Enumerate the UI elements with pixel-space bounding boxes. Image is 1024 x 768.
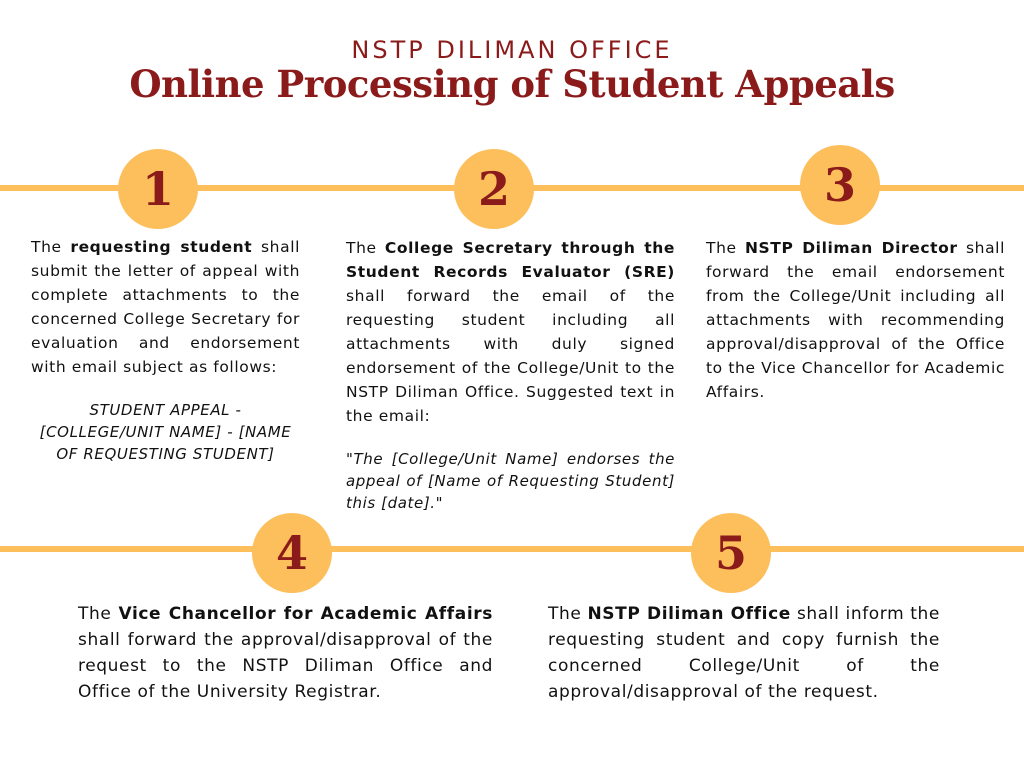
- office-subtitle: NSTP DILIMAN OFFICE: [351, 36, 673, 64]
- step-2-body: shall forward the email of the requesting student including all attachments with duly signed endorsement of the College/Unit to the NSTP Diliman Office. Suggested text in the email:: [346, 287, 675, 425]
- step-5-actor: NSTP Diliman Office: [587, 604, 791, 624]
- step-2-suggested-text: "The [College/Unit Name] endorses the appeal of [Name of Requesting Student] this [date].": [346, 450, 675, 512]
- step-2-actor: College Secretary through the Student Records Evaluator (SRE): [346, 239, 675, 281]
- timeline-line-bottom: [0, 546, 1024, 552]
- step-1-email-subject: STUDENT APPEAL - [COLLEGE/UNIT NAME] - [NAME OF REQUESTING STUDENT]: [39, 401, 292, 463]
- step-1-pre: The: [31, 238, 71, 256]
- step-2-number-badge: 2: [454, 149, 534, 229]
- step-2-description: [346, 236, 675, 514]
- step-3-pre: The: [706, 239, 745, 257]
- step-3-number-badge: 3: [800, 145, 880, 225]
- step-3-actor: NSTP Diliman Director: [744, 239, 958, 257]
- step-1-description: [31, 235, 300, 465]
- step-2-pre: The: [346, 239, 385, 257]
- step-3-body: shall forward the email endorsement from the College/Unit including all attachments with recommending approval/disapproval of the Office to the Vice Chancellor for Academic Affairs.: [706, 239, 1005, 401]
- step-5-description: [548, 601, 940, 705]
- step-4-pre: The: [78, 604, 119, 624]
- step-4-description: [78, 601, 493, 705]
- step-1-actor: requesting student: [70, 238, 253, 256]
- step-3-description: [706, 236, 1005, 404]
- step-4-body: shall forward the approval/disapproval of the request to the NSTP Diliman Office and Office of the University Registrar.: [78, 630, 493, 702]
- step-4-actor: Vice Chancellor for Academic Affairs: [118, 604, 493, 624]
- step-1-number-badge: 1: [118, 149, 198, 229]
- step-5-number-badge: 5: [691, 513, 771, 593]
- step-5-pre: The: [548, 604, 588, 624]
- step-5-body: shall inform the requesting student and copy furnish the concerned College/Unit of the approval/disapproval of the request.: [548, 604, 940, 702]
- page-title: Online Processing of Student Appeals: [129, 62, 895, 106]
- step-1-body: shall submit the letter of appeal with complete attachments to the concerned College Secretary for evaluation and endorsement with email subject as follows:: [31, 238, 301, 376]
- step-4-number-badge: 4: [252, 513, 332, 593]
